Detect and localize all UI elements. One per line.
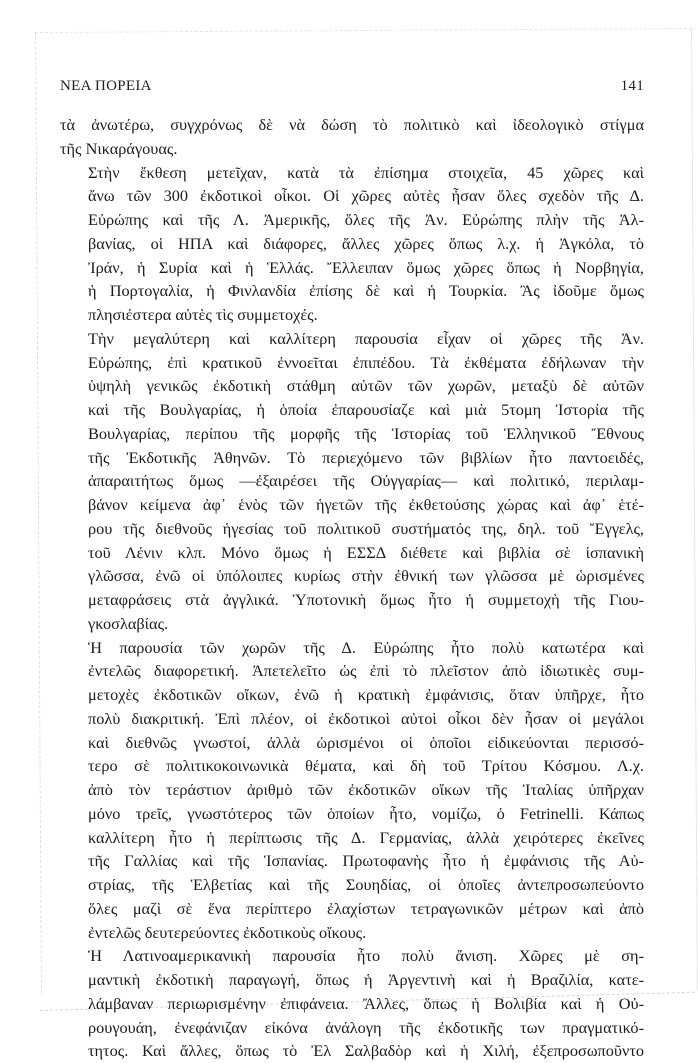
text-line: ἡ Πορτογαλία, ἡ Φινλανδία ἐπίσης δὲ καὶ ἡ Τουρκία. Ἂς ἰδοῦμε ὅμως xyxy=(88,281,644,301)
text-line: ὅλες μαζὶ σὲ ἕνα περίπτερο ἐλαχίστων τετραγωνικῶν μέτρων καὶ ἀπὸ xyxy=(88,898,644,918)
text-line: ρουγουάη, ἐνεφάνιζαν εἰκόνα ἀνάλογη τῆς ἐκδοτικῆς των πραγματικό- xyxy=(88,1017,644,1037)
paragraph xyxy=(60,113,644,161)
paragraph xyxy=(60,327,644,636)
text-line: ἀπὸ τὸν τεράστιον ἀριθμὸ τῶν ἐκδοτικῶν οἴκων τῆς Ἰταλίας ὑπῆρχαν xyxy=(88,780,644,799)
text-line: στρίας, τῆς Ἑλβετίας καὶ τῆς Σουηδίας, οἱ ὁποῖες ἀντεπροσωπεύοντο xyxy=(88,875,644,894)
text-line: τῆς Νικαράγουας. xyxy=(60,138,178,158)
text-line: ρου τῆς διεθνοῦς ἡγεσίας τοῦ πολιτικοῦ συστήματός της, δηλ. τοῦ Ἔγγελς, xyxy=(88,518,644,538)
text-line: ἐντελῶς δευτερεύοντες ἐκδοτικοὺς οἴκους. xyxy=(88,922,367,942)
text-line: βάνον κείμενα ἀφ᾽ ἑνὸς τῶν ἡγετῶν τῆς ἐκθετούσης χώρας καὶ ἀφ᾽ ἑτέ- xyxy=(88,495,644,514)
text-line: Εὐρώπης καὶ τῆς Λ. Ἀμερικῆς, ὅλες τῆς Ἀν. Εὐρώπης πλὴν τῆς Ἀλ- xyxy=(88,210,644,229)
text-line: βανίας, οἱ ΗΠΑ καὶ διάφορες, ἄλλες χῶρες ὅπως λ.χ. ἡ Ἀγκόλα, τὸ xyxy=(88,233,644,253)
body-text xyxy=(60,113,644,1063)
text-line: Βουλγαρίας, περίπου τῆς μορφῆς τῆς Ἱστορίας τοῦ Ἑλληνικοῦ Ἔθνους xyxy=(88,423,644,443)
text-line: ἀπαραιτήτως ὅμως —ἐξαιρέσει τῆς Οὐγγαρίας— καὶ πολιτικό, περιλαμ- xyxy=(88,471,644,491)
page-number: 141 xyxy=(620,78,644,94)
paragraph xyxy=(60,161,644,327)
text-line: ἄνω τῶν 300 ἐκδοτικοὶ οἶκοι. Οἱ χῶρες αὐτὲς ἦσαν ὅλες σχεδὸν τῆς Δ. xyxy=(88,186,644,206)
text-line: Ἡ παρουσία τῶν χωρῶν τῆς Δ. Εὐρώπης ἦτο πολὺ κατωτέρα καὶ xyxy=(88,637,644,657)
text-line: Ἰράν, ἡ Συρία καὶ ἡ Ἑλλάς. Ἔλλειπαν ὅμως χῶρες ὅπως ἡ Νορβηγία, xyxy=(88,257,644,277)
running-header xyxy=(60,78,644,95)
text-line: πολὺ διακριτική. Ἐπὶ πλέον, οἱ ἐκδοτικοὶ αὐτοὶ οἶκοι δὲν ἦσαν οἱ μεγάλοι xyxy=(88,708,644,728)
text-line: καὶ τῆς Βουλγαρίας, ἡ ὁποία ἐπαρουσίαζε καὶ μιὰ 5τομη Ἱστορία τῆς xyxy=(88,400,644,419)
text-line: καὶ διεθνῶς γνωστοί, ἀλλὰ ὡρισμένοι οἱ ὁποῖοι εἰδικεύονται περισσό- xyxy=(88,732,644,752)
text-line: πλησιέστερα αὐτὲς τὶς συμμετοχές. xyxy=(88,305,318,324)
text-line: μαντικὴ ἐκδοτικὴ παραγωγή, ὅπως ἡ Ἀργεντινὴ καὶ ἡ Βραζιλία, κατε- xyxy=(88,970,644,989)
text-line: Τὴν μεγαλύτερη καὶ καλλίτερη παρουσία εἶχαν οἱ χῶρες τῆς Ἀν. xyxy=(88,328,644,348)
text-line: ἐντελῶς διαφορετική. Ἀπετελεῖτο ὡς ἐπὶ τὸ πλεῖστον ἀπὸ ἰδιωτικὲς συμ- xyxy=(88,661,644,681)
text-line: τητος. Καὶ ἄλλες, ὅπως τὸ Ἐλ Σαλβαδὸρ καὶ ἡ Χιλή, ἐξεπροσωποῦντο xyxy=(88,1041,644,1061)
text-line: μεταφράσεις στὰ ἀγγλικά. Ὑποτονικὴ ὅμως ἦτο ἡ συμμετοχὴ τῆς Γιου- xyxy=(88,590,644,609)
text-line: μόνο τρεῖς, γνωστότερος τῶν ὁποίων ἦτο, νομίζω, ὁ Fetrinelli. Κάπως xyxy=(88,803,644,823)
text-line: Εὐρώπης, ἐπὶ κρατικοῦ ἐννοεῖται ἐπιπέδου. Τὰ ἐκθέματα ἐδήλωναν τὴν xyxy=(88,352,644,372)
paragraph xyxy=(60,636,644,945)
text-line: Ἡ Λατινοαμερικανικὴ παρουσία ἦτο πολὺ ἄνιση. Χῶρες μὲ ση- xyxy=(88,946,644,966)
text-line: τοῦ Λένιν κλπ. Μόνο ὅμως ἡ ΕΣΣΔ διέθετε καὶ βιβλία σὲ ἱσπανικὴ xyxy=(88,542,644,562)
text-line: τῆς Γαλλίας καὶ τῆς Ἱσπανίας. Πρωτοφανὴς ἦτο ἡ ἐμφάνισις τῆς Αὐ- xyxy=(88,851,644,871)
running-title: ΝΕΑ ΠΟΡΕΙΑ xyxy=(60,78,152,94)
text-line: τὰ ἀνωτέρω, συγχρόνως δὲ νὰ δώση τὸ πολιτικὸ καὶ ἰδεολογικὸ στίγμα xyxy=(60,115,644,134)
text-line: μετοχὲς ἐκδοτικῶν οἴκων, ἐνῶ ἡ κρατικὴ ἐμφάνισις, ὅταν ὑπῆρχε, ἦτο xyxy=(88,685,644,704)
paragraph xyxy=(60,944,644,1063)
text-line: γκοσλαβίας. xyxy=(88,613,169,633)
text-line: τῆς Ἐκδοτικῆς Ἀθηνῶν. Τὸ περιεχόμενο τῶν βιβλίων ἦτο παντοειδές, xyxy=(88,447,644,467)
text-line: λάμβαναν περιωρισμένην ἐπιφάνεια. Ἄλλες, ὅπως ἡ Βολιβία καὶ ἡ Οὐ- xyxy=(88,993,644,1013)
text-line: τερο σὲ πολιτικοκοινωνικὰ θέματα, καὶ δὴ τοῦ Τρίτου Κόσμου. Λ.χ. xyxy=(88,756,644,776)
text-line: καλλίτερη ἦτο ἡ περίπτωσις τῆς Δ. Γερμανίας, ἀλλὰ χειρότερες ἐκεῖνες xyxy=(88,827,644,847)
text-line: ὑψηλὴ γενικῶς ἐκδοτικὴ στάθμη αὐτῶν τῶν χωρῶν, μεταξὺ δὲ αὐτῶν xyxy=(88,376,644,396)
text-line: γλῶσσα, ἐνῶ οἱ ὑπόλοιπες κυρίως στὴν ἐθνική των γλῶσσα μὲ ὡρισμένες xyxy=(88,566,644,586)
text-line: Στὴν ἔκθεση μετεῖχαν, κατὰ τὰ ἐπίσημα στοιχεῖα, 45 χῶρες καὶ xyxy=(88,162,644,182)
